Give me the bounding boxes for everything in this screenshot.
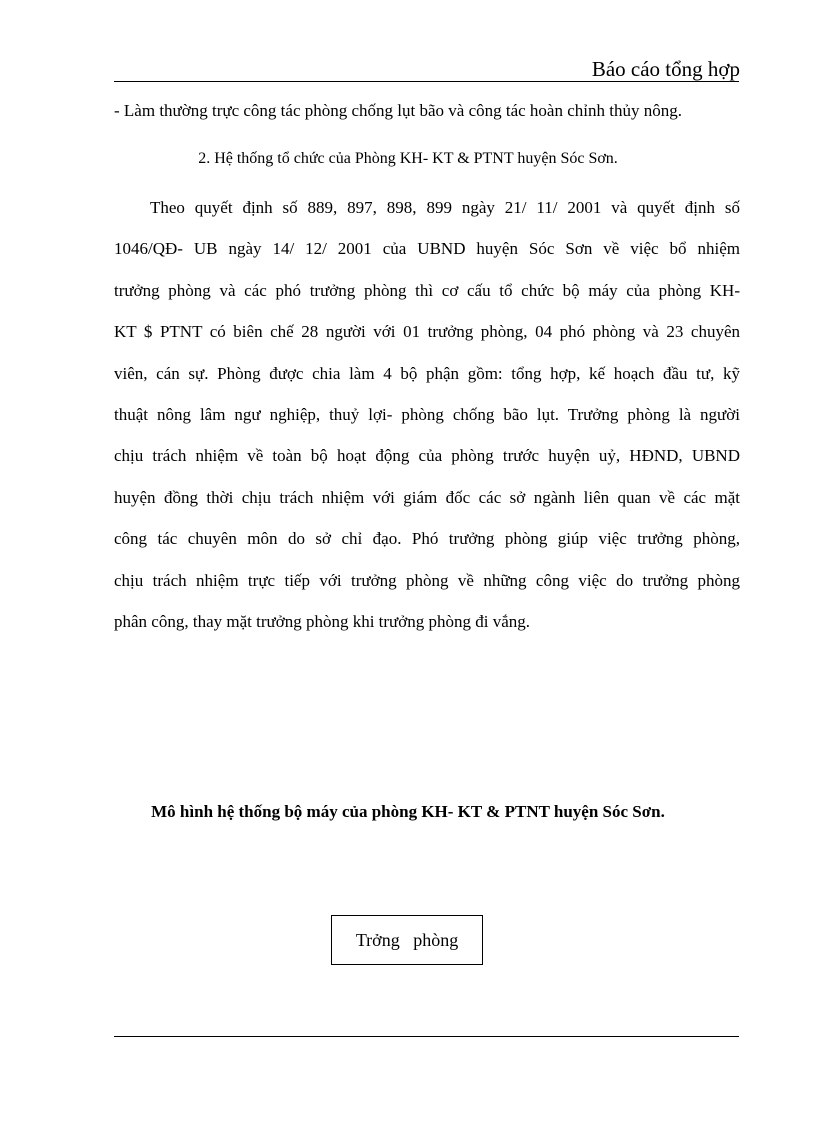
- paragraph-line: 1046/QĐ- UB ngày 14/ 12/ 2001 của UBND huyện Sóc Sơn về việc bổ nhiệm: [114, 239, 740, 259]
- org-chart-box-label: Trởng phòng: [355, 929, 459, 950]
- intro-bullet-line: - Làm thường trực công tác phòng chống lụt bão và công tác hoàn chỉnh thủy nông.: [114, 101, 682, 120]
- org-chart-box-head: [331, 915, 483, 965]
- paragraph-line: chịu trách nhiệm trực tiếp với trưởng phòng về những công việc do trưởng phòng: [114, 570, 740, 590]
- paragraph-line: chịu trách nhiệm về toàn bộ hoạt động của phòng trước huyện uỷ, HĐND, UBND: [114, 446, 740, 466]
- paragraph-line: công tác chuyên môn do sở chỉ đạo. Phó trưởng phòng giúp việc trưởng phòng,: [114, 529, 740, 549]
- paragraph-line: thuật nông lâm ngư nghiệp, thuỷ lợi- phòng chống bão lụt. Trưởng phòng là người: [114, 404, 740, 424]
- body-paragraph: [114, 193, 740, 648]
- paragraph-line: huyện đồng thời chịu trách nhiệm với giám đốc các sở ngành liên quan về các mặt: [114, 487, 740, 507]
- section-heading: 2. Hệ thống tổ chức của Phòng KH- KT & PTNT huyện Sóc Sơn.: [198, 150, 618, 167]
- header-rule: [114, 81, 739, 82]
- footer-rule: [114, 1036, 739, 1037]
- org-model-title: Mô hình hệ thống bộ máy của phòng KH- KT & PTNT huyện Sóc Sơn.: [151, 802, 665, 821]
- paragraph-line: Theo quyết định số 889, 897, 898, 899 ngày 21/ 11/ 2001 và quyết định số: [150, 198, 740, 217]
- paragraph-line: KT $ PTNT có biên chế 28 người với 01 trưởng phòng, 04 phó phòng và 23 chuyên: [114, 322, 740, 342]
- report-header-title: Báo cáo tổng hợp: [591, 57, 740, 81]
- paragraph-line: viên, cán sự. Phòng được chia làm 4 bộ phận gồm: tổng hợp, kế hoạch đầu tư, kỹ: [114, 363, 740, 383]
- paragraph-line: trưởng phòng và các phó trưởng phòng thì cơ cấu tổ chức bộ máy của phòng KH-: [114, 280, 740, 300]
- paragraph-line: phân công, thay mặt trưởng phòng khi trưởng phòng đi vắng.: [114, 611, 531, 631]
